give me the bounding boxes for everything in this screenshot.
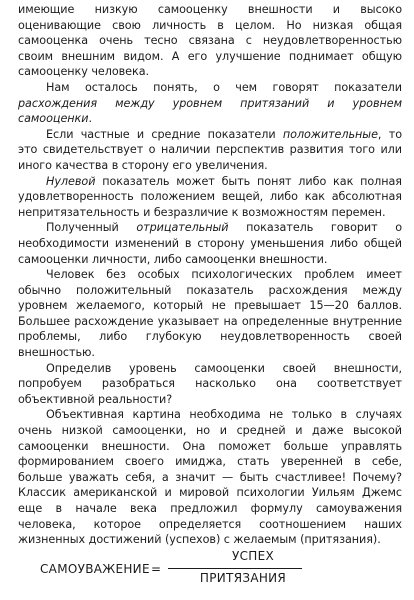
paragraph: [18, 80, 402, 127]
text-run: Нам осталось понять, о чем говорят показатели: [46, 80, 402, 94]
paragraph: [18, 174, 402, 221]
italic-text: расхождения между уровнем притязаний и уровнем самооценки: [18, 96, 402, 126]
document-body: [18, 2, 402, 548]
formula-denominator: ПРИТЯЗАНИЯ: [199, 571, 287, 585]
paragraph: [18, 127, 402, 174]
text-run: Если частные и средние показатели: [46, 127, 283, 141]
text-run: .: [88, 112, 92, 126]
text-run: , то это свидетельствует о наличии перспектив развития того или иного качества в сторону его увеличения.: [18, 127, 402, 172]
italic-text: положительные: [282, 127, 378, 141]
text-run: Объективная картина необходима не только в случаях очень низкой самооценки, но и средней и даже высокой самооценки внешности. Она поможет больше управлять формированием своего имиджа, стать уверенней в себе, больше уважать себя, а значит — быть счастливее! Почему? Классик американской и мировой психологии Уильям Джемс еще в начале века предложил формулу самоуважения человека, которое определяется соотношением наших жизненных достижений (успехов) с желаемым (притязания).: [18, 408, 402, 547]
paragraph: [18, 361, 402, 408]
paragraph: [18, 220, 402, 267]
text-run: Человек без особых психологических проблем имеет обычно положительный показатель расхождения между уровнем желаемого, который не превышает 15—20 баллов. Большее расхождение указывает на определенные внутренние проблемы, либо глубокую неудовлетворенность своей внешностью.: [18, 268, 402, 360]
formula-equals-sign: =: [151, 562, 162, 576]
formula-lhs: САМОУВАЖЕНИЕ: [40, 562, 150, 576]
fraction-bar: [168, 568, 302, 569]
paragraph: [18, 2, 402, 80]
formula-numerator: УСПЕХ: [231, 549, 275, 563]
text-run: показатель может быть понят либо как полная удовлетворенность положением вещей, либо как абсолютная непритязательность и безразличие к возможностям перемен.: [18, 174, 402, 219]
text-run: Определив уровень самооценки своей внешности, попробуем разобраться насколько она соответствует объективной реальности?: [18, 361, 402, 406]
paragraph: [18, 267, 402, 361]
paragraph: [18, 407, 402, 547]
self-esteem-formula: [40, 549, 340, 599]
text-run: показатель говорит о необходимости изменений в сторону уменьшения либо общей самооценки личности, либо самооценки внешности.: [18, 221, 402, 266]
italic-text: отрицательный: [136, 221, 229, 235]
italic-text: Нулевой: [46, 174, 96, 188]
text-run: имеющие низкую самооценку внешности и высоко оценивающие свою личность в целом. Но низкая общая самооценка очень тесно связана с неудовлетворенностью своим внешним видом. А его улучшение поднимает общую самооценку человека.: [18, 3, 402, 79]
text-run: Полученный: [46, 221, 137, 235]
